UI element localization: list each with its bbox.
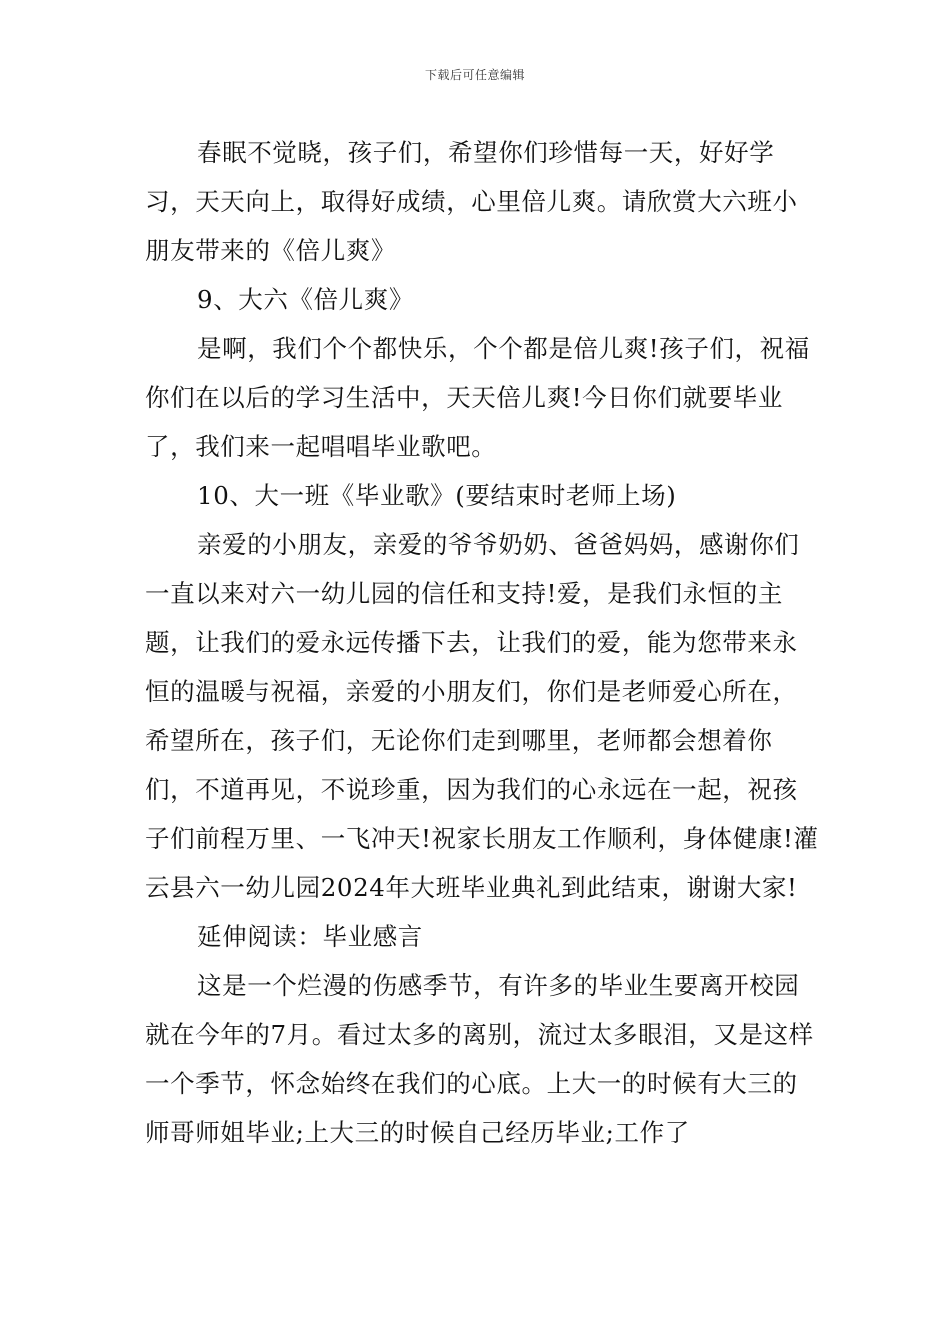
- program-item-10: 10、大一班《毕业歌》(要结束时老师上场): [197, 481, 677, 510]
- paragraph-intro-bei-er-shuang: 春眠不觉晓，孩子们，希望你们珍惜每一天，好好学习，天天向上，取得好成绩，心里倍儿爽。请欣赏大六班小朋友带来的《倍儿爽》: [145, 138, 798, 265]
- paragraph-graduation-reflection: 这是一个烂漫的伤感季节，有许多的毕业生要离开校园就在今年的7月。看过太多的离别，流过太多眼泪，又是这样一个季节，怀念始终在我们的心底。上大一的时候有大三的师哥师姐毕业;上大三的时候自己经历毕业;工作了: [145, 971, 814, 1147]
- document-body: [145, 128, 820, 1157]
- page-header: 下载后可任意编辑: [424, 68, 525, 82]
- paragraph-closing-remarks: 亲爱的小朋友，亲爱的爷爷奶奶、爸爸妈妈，感谢你们一直以来对六一幼儿园的信任和支持!爱，是我们永恒的主题，让我们的爱永远传播下去，让我们的爱，能为您带来永恒的温暖与祝福，亲爱的小朋友们，你们是老师爱心所在，希望所在，孩子们，无论你们走到哪里，老师都会想着你们，不道再见，不说珍重，因为我们的心永远在一起，祝孩子们前程万里、一飞冲天!祝家长朋友工作顺利，身体健康!灌云县六一幼儿园2024年大班毕业典礼到此结束，谢谢大家!: [145, 530, 819, 902]
- section-heading-extended-reading: 延伸阅读：毕业感言: [197, 922, 423, 951]
- program-item-9: 9、大六《倍儿爽》: [197, 285, 414, 314]
- paragraph-intro-graduation-song: 是啊，我们个个都快乐，个个都是倍儿爽!孩子们，祝福你们在以后的学习生活中，天天倍儿爽!今日你们就要毕业了，我们来一起唱唱毕业歌吧。: [145, 334, 810, 461]
